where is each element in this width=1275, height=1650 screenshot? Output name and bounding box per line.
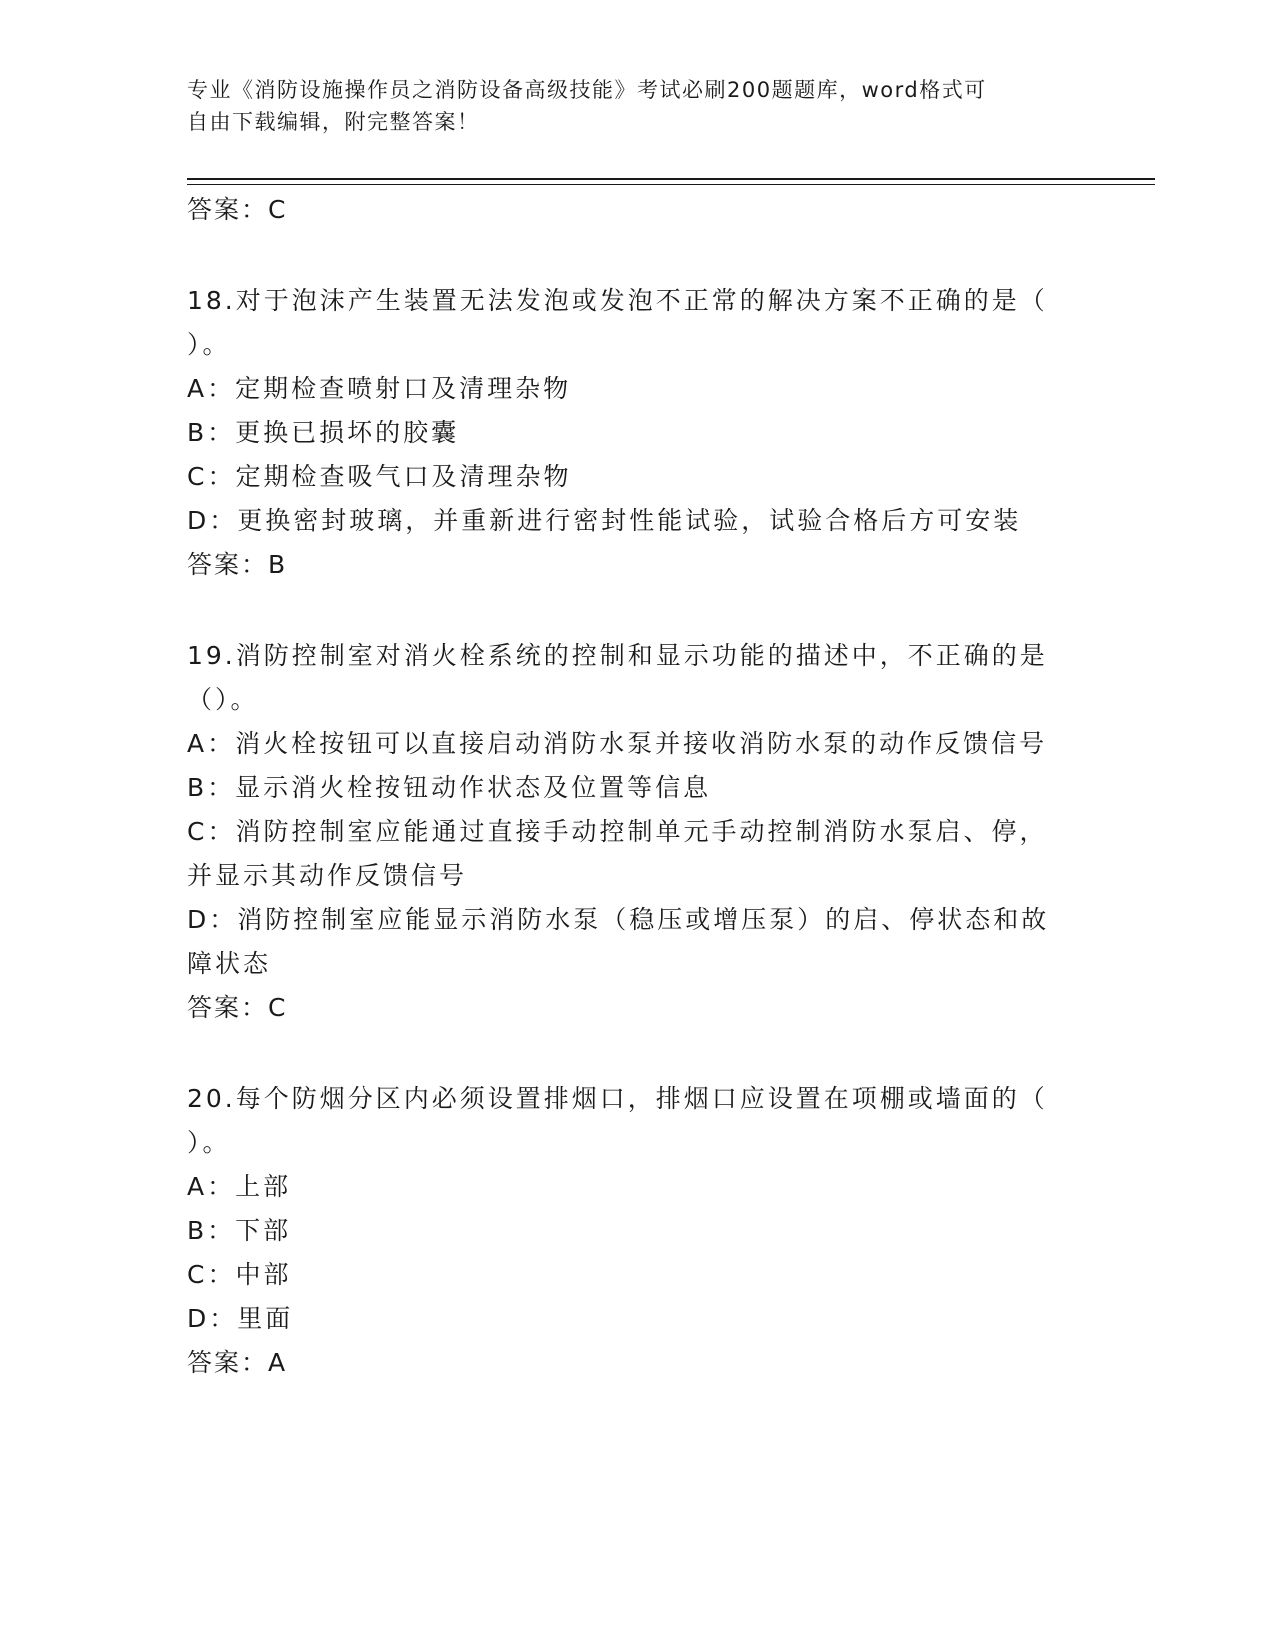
answer: 答案：C: [187, 993, 288, 1022]
answer: 答案：B: [187, 550, 288, 579]
header-rule-thick: [187, 178, 1155, 180]
answer: 答案：A: [187, 1348, 288, 1377]
header-line-2: 自由下载编辑，附完整答案！: [187, 110, 480, 134]
document-header: [187, 74, 1067, 138]
question-19: [187, 634, 1087, 1030]
header-line-1: 专业《消防设施操作员之消防设备高级技能》考试必刷200题题库，word格式可: [187, 78, 987, 102]
option-d: D：消防控制室应能显示消防水泵（稳压或增压泵）的启、停状态和故: [187, 905, 1050, 934]
option-b: B：更换已损坏的胶囊: [187, 418, 460, 447]
spacer: [187, 1030, 1087, 1077]
option-a: A：消火栓按钮可以直接启动消防水泵并接收消防水泵的动作反馈信号: [187, 729, 1048, 758]
spacer: [187, 587, 1087, 634]
question-18: [187, 279, 1087, 587]
question-stem: 18.对于泡沫产生装置无法发泡或发泡不正常的解决方案不正确的是（: [187, 286, 1048, 315]
document-body: [187, 188, 1087, 1385]
option-d: D：里面: [187, 1304, 294, 1333]
option-d: D：更换密封玻璃，并重新进行密封性能试验，试验合格后方可安装: [187, 506, 1022, 535]
option-d-continued: 障状态: [187, 949, 272, 978]
option-c-continued: 并显示其动作反馈信号: [187, 861, 468, 890]
question-stem-continued: ）。: [187, 1128, 231, 1157]
option-a: A：上部: [187, 1172, 292, 1201]
question-stem: 19.消防控制室对消火栓系统的控制和显示功能的描述中，不正确的是: [187, 641, 1048, 670]
question-stem-continued: （）。: [187, 685, 259, 714]
option-b: B：显示消火栓按钮动作状态及位置等信息: [187, 773, 712, 802]
header-rule-thin: [187, 184, 1155, 185]
option-c: C：中部: [187, 1260, 292, 1289]
previous-answer: 答案：C: [187, 195, 288, 224]
option-c: C：定期检查吸气口及清理杂物: [187, 462, 572, 491]
question-20: [187, 1077, 1087, 1385]
question-stem: 20.每个防烟分区内必须设置排烟口，排烟口应设置在项棚或墙面的（: [187, 1084, 1048, 1113]
question-stem-continued: ）。: [187, 330, 231, 359]
option-a: A：定期检查喷射口及清理杂物: [187, 374, 572, 403]
option-c: C：消防控制室应能通过直接手动控制单元手动控制消防水泵启、停，: [187, 817, 1048, 846]
option-b: B：下部: [187, 1216, 292, 1245]
spacer: [187, 232, 1087, 279]
